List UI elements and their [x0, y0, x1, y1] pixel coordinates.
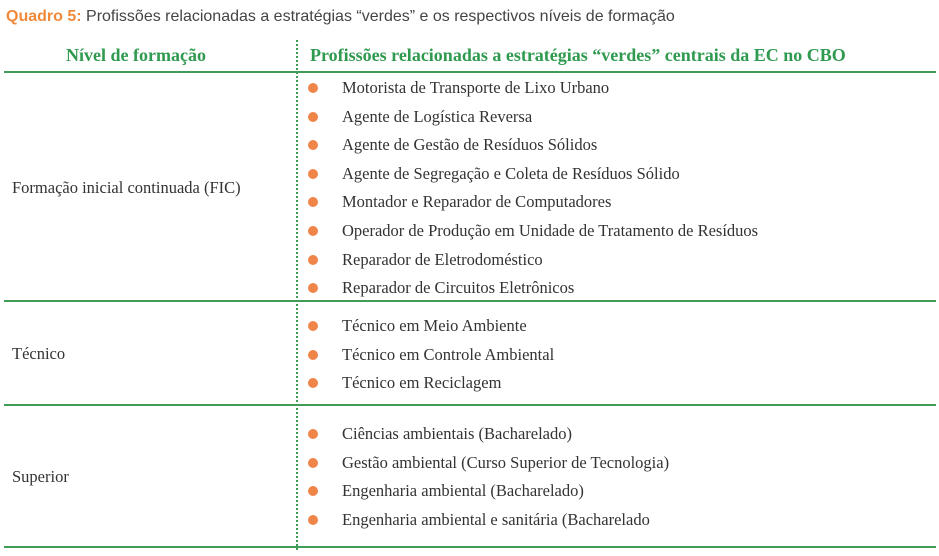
level-cell-fic: Formação inicial continuada (FIC)	[12, 178, 241, 197]
bullet-icon	[308, 458, 318, 468]
professions-table	[4, 40, 936, 550]
list-item: Reparador de Circuitos Eletrônicos	[306, 274, 758, 303]
list-item: Técnico em Reciclagem	[306, 369, 554, 398]
caption-label: Quadro 5:	[6, 8, 82, 25]
bullet-icon	[308, 283, 318, 293]
bullet-icon	[308, 321, 318, 331]
professions-list-superior	[306, 420, 669, 534]
professions-list-fic	[306, 74, 758, 303]
bullet-icon	[308, 169, 318, 179]
list-item: Engenharia ambiental (Bacharelado)	[306, 477, 669, 506]
list-item: Engenharia ambiental e sanitária (Bacharelado	[306, 506, 669, 535]
table-caption	[6, 6, 675, 28]
table-bottom-border	[4, 546, 936, 548]
list-item: Gestão ambiental (Curso Superior de Tecnologia)	[306, 449, 669, 478]
list-item: Montador e Reparador de Computadores	[306, 188, 758, 217]
header-divider	[4, 71, 936, 73]
list-item: Ciências ambientais (Bacharelado)	[306, 420, 669, 449]
bullet-icon	[308, 226, 318, 236]
list-item: Técnico em Controle Ambiental	[306, 341, 554, 370]
level-cell-superior: Superior	[12, 467, 69, 486]
caption-text: Profissões relacionadas a estratégias “verdes” e os respectivos níveis de formação	[86, 8, 675, 25]
bullet-icon	[308, 350, 318, 360]
bullet-icon	[308, 255, 318, 265]
bullet-icon	[308, 515, 318, 525]
bullet-icon	[308, 83, 318, 93]
column-header-professions: Profissões relacionadas a estratégias “verdes” centrais da EC no CBO	[310, 45, 846, 65]
list-item: Técnico em Meio Ambiente	[306, 312, 554, 341]
column-header-level: Nível de formação	[66, 45, 206, 65]
bullet-icon	[308, 197, 318, 207]
bullet-icon	[308, 140, 318, 150]
column-divider	[296, 40, 298, 550]
level-cell-tecnico: Técnico	[12, 344, 66, 363]
bullet-icon	[308, 429, 318, 439]
list-item: Reparador de Eletrodoméstico	[306, 246, 758, 275]
professions-list-tecnico	[306, 312, 554, 398]
list-item: Agente de Segregação e Coleta de Resíduos Sólido	[306, 160, 758, 189]
list-item: Agente de Logística Reversa	[306, 103, 758, 132]
bullet-icon	[308, 112, 318, 122]
bullet-icon	[308, 486, 318, 496]
bullet-icon	[308, 378, 318, 388]
row-divider-2	[4, 404, 936, 406]
list-item: Operador de Produção em Unidade de Tratamento de Resíduos	[306, 217, 758, 246]
list-item: Agente de Gestão de Resíduos Sólidos	[306, 131, 758, 160]
list-item: Motorista de Transporte de Lixo Urbano	[306, 74, 758, 103]
